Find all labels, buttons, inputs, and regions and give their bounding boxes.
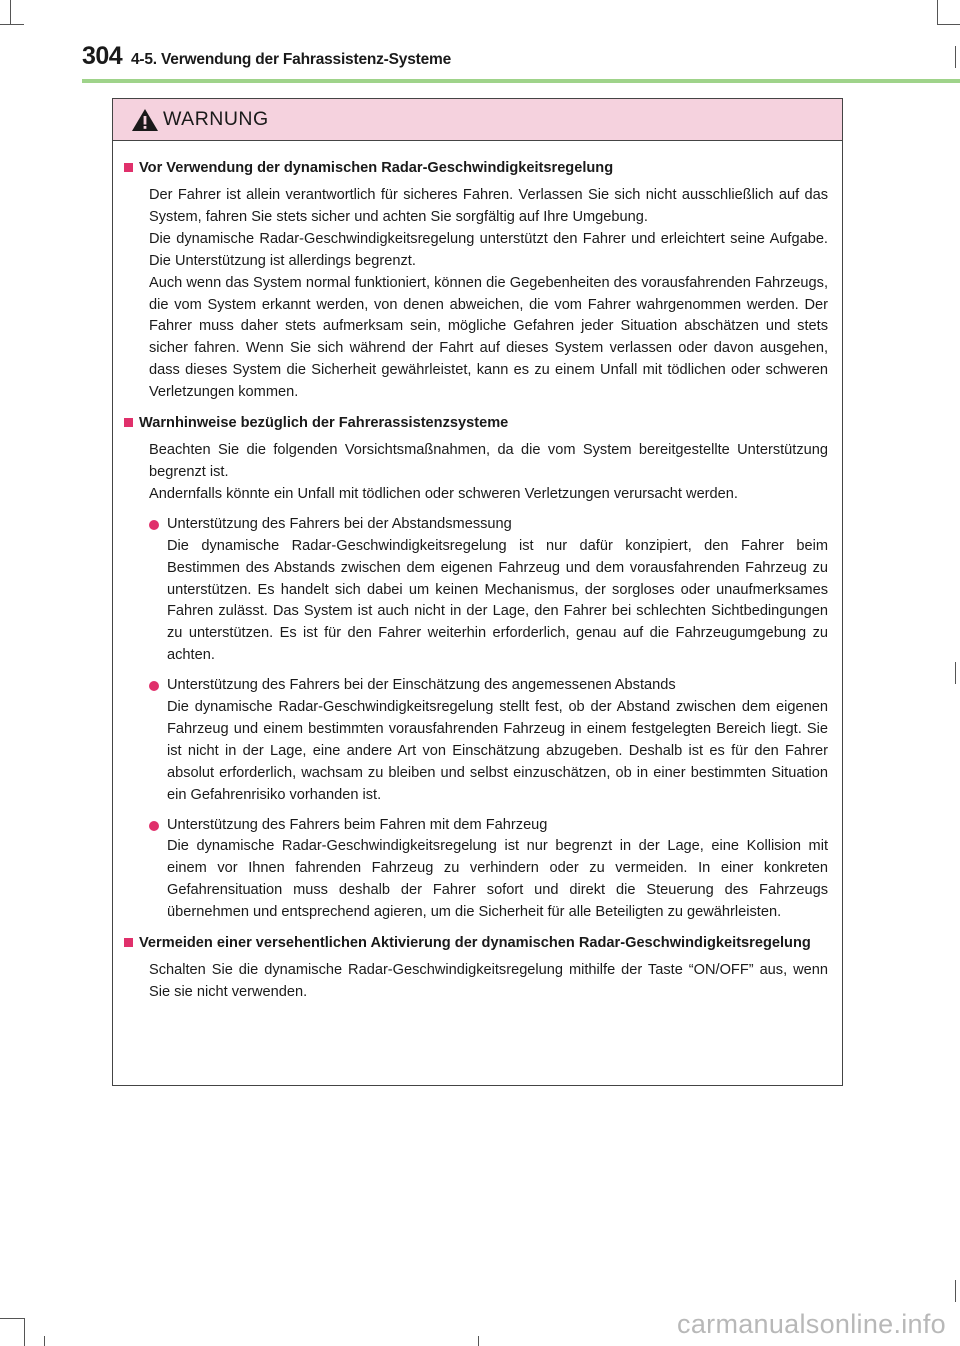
paragraph: Beachten Sie die folgenden Vorsichtsmaßnahmen, da die vom System bereitgestellte Unterstützung begrenzt ist. bbox=[149, 442, 828, 480]
section-heading-text: Warnhinweise bezüglich der Fahrerassistenzsysteme bbox=[139, 415, 509, 432]
paragraph: Der Fahrer ist allein verantwortlich für sicheres Fahren. Verlassen Sie sich nicht ausschließlich auf das System, fahren Sie stets sicher und achten Sie sorgfältig auf Ihre Umgebung. bbox=[149, 187, 828, 225]
round-bullet-icon bbox=[149, 821, 159, 831]
header-rule bbox=[82, 79, 960, 83]
warning-body bbox=[113, 141, 842, 1004]
crop-mark bbox=[955, 46, 956, 68]
bullet-text: Die dynamische Radar-Geschwindigkeitsregelung stellt fest, ob der Abstand zwischen dem eigenen Fahrzeug und einem bestimmten vorausfahrenden Fahrzeug in einem festgelegten Bereich liegt. Sie ist nicht in der Lage, eine andere Art von Einschätzung abzugeben. Deshalb ist es für den Fahrer absolut erforderlich, wachsam zu bleiben und selbst einzuschätzen, ob in einer bestimmten Situation ein Gefahrenrisiko vorhanden ist. bbox=[167, 699, 828, 803]
crop-mark bbox=[478, 1336, 479, 1346]
paragraph: Die dynamische Radar-Geschwindigkeitsregelung unterstützt den Fahrer und erleichtert seine Aufgabe. Die Unterstützung ist allerdings begrenzt. bbox=[149, 230, 828, 269]
bullet-title: Unterstützung des Fahrers bei der Einschätzung des angemessenen Abstands bbox=[167, 677, 676, 694]
round-bullet-icon bbox=[149, 520, 159, 530]
warning-title: WARNUNG bbox=[163, 108, 269, 130]
crop-mark bbox=[937, 24, 960, 25]
crop-mark bbox=[24, 1318, 25, 1346]
crop-mark bbox=[937, 0, 938, 24]
crop-mark bbox=[44, 1336, 45, 1346]
crop-mark bbox=[955, 1280, 956, 1302]
paragraph: Andernfalls könnte ein Unfall mit tödlichen oder schweren Verletzungen verursacht werden. bbox=[149, 485, 738, 502]
section-heading bbox=[124, 157, 828, 179]
bullet-text: Die dynamische Radar-Geschwindigkeitsregelung ist nur dafür konzipiert, den Fahrer beim Bestimmen des Abstands zwischen dem eigenen Fahrzeug und dem vorausfahrenden Fahrzeug zu unterstützen. Es handelt sich dabei um keinen Mechanismus, der sorgloses oder unaufmerksames Fahren zulässt. Das System ist auch nicht in der Lage, den Fahrer bei schlechten Sichtbedingungen zu unterstützen. Es ist für den Fahrer weiterhin erforderlich, genau auf die Fahrzeugumgebung zu achten. bbox=[167, 537, 828, 664]
bullet-item bbox=[149, 514, 828, 667]
square-bullet-icon bbox=[124, 938, 133, 947]
warning-header bbox=[113, 99, 842, 141]
round-bullet-icon bbox=[149, 681, 159, 691]
warning-box bbox=[112, 98, 843, 1086]
section-heading-text: Vor Verwendung der dynamischen Radar-Geschwindigkeitsregelung bbox=[139, 160, 614, 176]
chapter-title: 4-5. Verwendung der Fahrassistenz-Systeme bbox=[131, 51, 452, 68]
bullet-text: Die dynamische Radar-Geschwindigkeitsregelung ist nur begrenzt in der Lage, eine Kollision mit einem vor Ihnen fahrenden Fahrzeug zu verhindern oder zu vermeiden. In einer konkreten Gefahrensituation muss deshalb der Fahrer sofort und direkt die Steuerung des Fahrzeugs übernehmen und entsprechend agieren, um die Sicherheit für alle Beteiligten zu gewährleisten. bbox=[167, 838, 828, 921]
square-bullet-icon bbox=[124, 163, 133, 172]
bullet-title: Unterstützung des Fahrers bei der Abstandsmessung bbox=[167, 515, 512, 532]
crop-mark bbox=[0, 24, 24, 25]
warning-triangle-icon bbox=[131, 108, 159, 132]
square-bullet-icon bbox=[124, 418, 133, 427]
crop-mark bbox=[955, 662, 956, 684]
watermark: carmanualsonline.info bbox=[677, 1309, 946, 1339]
paragraph: Schalten Sie die dynamische Radar-Geschwindigkeitsregelung mithilfe der Taste “ON/OFF” aus, wenn Sie sie nicht verwenden. bbox=[149, 962, 828, 1000]
section-heading bbox=[124, 932, 828, 954]
bullet-item bbox=[149, 815, 828, 925]
section-heading bbox=[124, 412, 828, 434]
bullet-item bbox=[149, 675, 828, 806]
crop-mark bbox=[0, 1318, 24, 1319]
section-heading-text: Vermeiden einer versehentlichen Aktivierung der dynamischen Radar-Geschwindigkeitsregelung bbox=[139, 935, 811, 952]
page-number: 304 bbox=[82, 42, 123, 70]
paragraph: Auch wenn das System normal funktioniert, können die Gegebenheiten des vorausfahrenden Fahrzeugs, die vom System erkannt werden, von denen abweichen, die vom Fahrer wahrgenommen werden. Der Fahrer muss daher stets aufmerksam sein, mögliche Gefahren jeder Situation abschätzen und stets sicher fahren. Wenn Sie sich während der Fahrt auf dieses System verlassen oder davon ausgehen, dass dieses System die Sicherheit gewährleistet, kann es zu einem Unfall mit tödlichen oder schweren Verletzungen kommen. bbox=[149, 274, 828, 401]
bullet-title: Unterstützung des Fahrers beim Fahren mit dem Fahrzeug bbox=[167, 816, 548, 833]
crop-mark bbox=[10, 0, 11, 24]
